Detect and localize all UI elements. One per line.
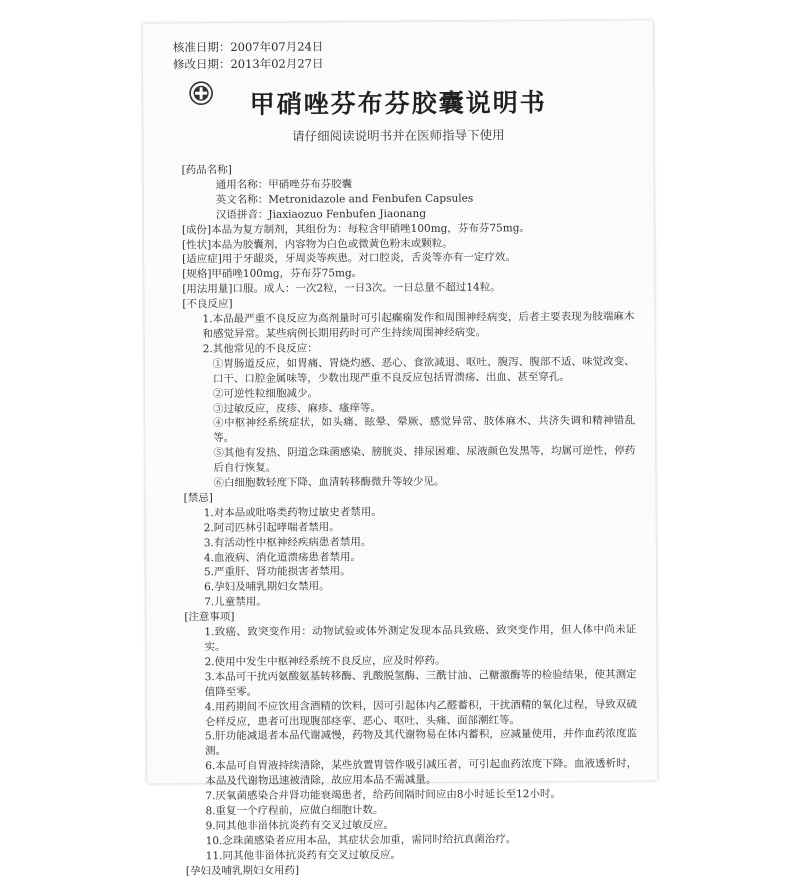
adverse-item: ③过敏反应，皮疹、麻疹、瘙痒等。 xyxy=(213,401,382,415)
insert-body xyxy=(182,161,638,879)
contraindication-item: 6.孕妇及哺乳期妇女禁用。 xyxy=(204,580,330,594)
contraindication-item: 3.有活动性中枢神经疾病患者禁用。 xyxy=(203,535,372,549)
adverse-paragraph: 1.本品最严重不良反应为高剂量时可引起癫痫发作和周围神经病变，后者主要表现为肢端麻木和感觉异常。某些病例长期用药时可产生持续周围神经病变。 xyxy=(202,310,635,341)
precaution-item: 10.念珠菌感染者应用本品，其症状会加重，需同时给抗真菌治疗。 xyxy=(205,833,517,847)
section-indication: [适应症]用于牙龈炎，牙周炎等疾患。对口腔炎，舌炎等亦有一定疗效。 xyxy=(182,251,516,266)
adverse-item: ①胃肠道反应，如胃痛、胃烧灼感、恶心、食欲减退、呕吐、腹泻、腹部不适、味觉改变、口干、口腔金属味等，少数出现严重不良反应包括胃溃疡、出血、甚至穿孔。 xyxy=(212,355,635,385)
precaution-item: 5.肝功能减退者本品代谢减慢，药物及其代谢物易在体内蓄积，应减量使用，并作血药浓度监测。 xyxy=(205,727,638,758)
common-name: 通用名称：甲硝唑芬布芬胶囊 xyxy=(215,178,353,192)
adverse-item: ⑥白细胞数轻度下降、血清转移酶微升等较少见。 xyxy=(213,475,445,490)
adverse-item: ⑤其他有发热、阴道念珠菌感染、膀胱炎、排尿困难、尿液颜色发黑等，均属可逆性，停药后自行恢复。 xyxy=(213,444,636,475)
document-subtitle: 请仔细阅读说明书并在医师指导下使用 xyxy=(292,127,505,144)
package-insert-sheet xyxy=(143,20,658,877)
precaution-item: 11.同其他非甾体抗炎药有交叉过敏反应。 xyxy=(205,848,402,862)
section-specification: [规格]甲硝唑100mg，芬布芬75mg。 xyxy=(182,267,363,281)
section-adverse-header: [不良反应] xyxy=(182,298,233,311)
contraindication-item: 2.阿司匹林引起哮喘者禁用。 xyxy=(203,521,340,534)
contraindication-item: 4.血液病、消化道溃疡患者禁用。 xyxy=(203,550,362,564)
section-composition: [成份]本品为复方制剂，其组份为：每粒含甲硝唑100mg，芬布芬75mg。 xyxy=(181,221,530,236)
section-precautions-header: [注意事项] xyxy=(184,611,235,624)
adverse-item: ④中枢神经系统症状，如头痛、眩晕、晕厥、感觉异常、肢体麻木、共济失调和精神错乱等。 xyxy=(213,414,636,445)
precaution-item: 7.厌氧菌感染合并肾功能衰竭患者，给药间隔时间应由8小时延长至12小时。 xyxy=(205,788,561,803)
contraindication-item: 7.儿童禁用。 xyxy=(204,596,267,609)
section-contraindication-header: [禁忌] xyxy=(183,492,213,505)
adverse-item: ②可逆性粒细胞减少。 xyxy=(212,387,318,400)
precaution-item: 8.重复一个疗程前，应做白细胞计数。 xyxy=(205,804,384,818)
document-title: 甲硝唑芬布芬胶囊说明书 xyxy=(249,88,547,119)
precaution-item: 4.用药期间不应饮用含酒精的饮料，因可引起体内乙醛蓄积，干扰酒精的氧化过程，导致双硫仑样反应，患者可出现腹部痉挛、恶心、呕吐、头痛、面部潮红等。 xyxy=(204,698,637,728)
pinyin-name: 汉语拼音：Jiaxiaozuo Fenbufen Jiaonang xyxy=(215,207,427,221)
section-dosage: [用法用量]口服。成人：一次2粒，一日3次。一日总量不超过14粒。 xyxy=(182,281,501,296)
contraindication-item: 1.对本品或吡咯类药物过敏史者禁用。 xyxy=(203,505,382,520)
precaution-item: 9.同其他非甾体抗炎药有交叉过敏反应。 xyxy=(205,818,395,833)
precaution-item: 6.本品可自胃液持续清除，某些放置胃管作吸引减压者，可引起血药浓度下降。血液透析时，本品及代谢物迅速被清除，故应用本品不需减量。 xyxy=(205,757,638,788)
adverse-paragraph: 2.其他常见的不良反应： xyxy=(202,342,318,356)
english-name: 英文名称：Metronidazole and Fenbufen Capsules xyxy=(215,192,474,206)
section-pregnancy-header: [孕妇及哺乳期妇女用药] xyxy=(185,864,300,877)
contraindication-item: 5.严重肝、肾功能损害者禁用。 xyxy=(204,565,351,579)
date-block xyxy=(173,38,324,73)
revision-date: 修改日期：2013年02月27日 xyxy=(172,56,324,72)
precaution-item: 1.致癌、致突变作用：动物试验或体外测定发现本品具致癌、致突变作用，但人体中尚未证实。 xyxy=(204,623,637,654)
precaution-item: 3.本品可干扰丙氨酸氨基转移酶、乳酸脱氢酶、三酰甘油、己糖激酶等的检验结果，使其测定值降至零。 xyxy=(204,668,637,698)
section-drug-name-header: [药品名称] xyxy=(181,164,232,177)
section-character: [性状]本品为胶囊剂，内容物为白色或微黄色粉末或颗粒。 xyxy=(181,237,453,251)
precaution-item: 2.使用中发生中枢神经系统不良反应，应及时停药。 xyxy=(204,654,446,669)
approval-date: 核准日期：2007年07月24日 xyxy=(172,39,324,55)
